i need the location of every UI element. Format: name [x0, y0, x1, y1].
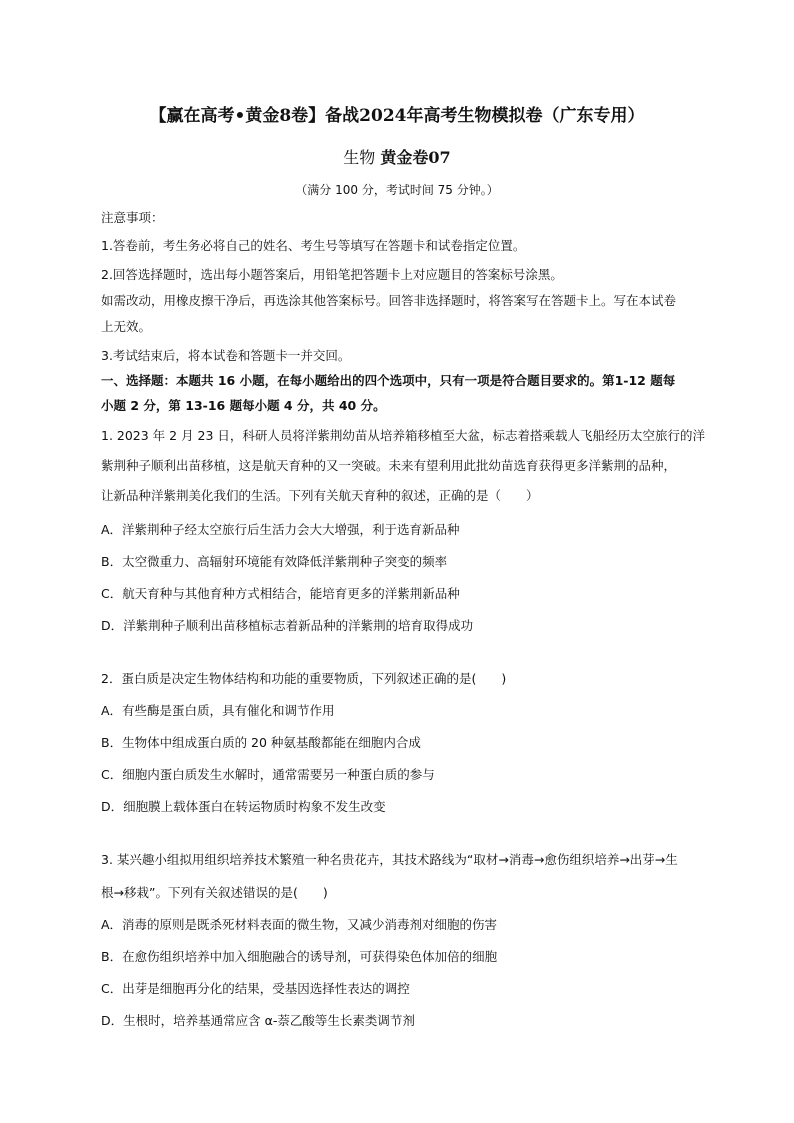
- option-c: C．细胞内蛋白质发生水解时，通常需要另一种蛋白质的参与: [101, 767, 435, 782]
- question-stem: 紫荆种子顺利出苗移植，这是航天育种的又一突破。未来有望利用此批幼苗选育获得更多洋紫荆的品种，: [101, 458, 677, 473]
- note-item: 1.答卷前，考生务必将自己的姓名、考生号等填写在答题卡和试卷指定位置。: [101, 238, 526, 253]
- score-info: （满分 100 分，考试时间 75 分钟。）: [295, 183, 499, 197]
- option-d: D．生根时，培养基通常应含 α-萘乙酸等生长素类调节剂: [101, 1013, 415, 1028]
- notes-heading: 注意事项：: [101, 210, 164, 225]
- note-item: 3.考试结束后，将本试卷和答题卡一并交回。: [101, 348, 351, 363]
- option-b: B．在愈伤组织培养中加入细胞融合的诱导剂，可获得染色体加倍的细胞: [101, 949, 498, 964]
- exam-title: 【赢在高考•黄金8卷】备战2024年高考生物模拟卷（广东专用）: [149, 106, 645, 126]
- note-item: 上无效。: [101, 319, 152, 334]
- paper-subtitle: [0, 147, 794, 169]
- question-stem: 根→移栽”。下列有关叙述错误的是( ): [101, 885, 328, 900]
- question-stem: 2．蛋白质是决定生物体结构和功能的重要物质，下列叙述正确的是( ): [101, 671, 507, 686]
- option-a: A．消毒的原则是既杀死材料表面的微生物，又减少消毒剂对细胞的伤害: [101, 917, 498, 932]
- option-b: B．太空微重力、高辐射环境能有效降低洋紫荆种子突变的频率: [101, 554, 448, 569]
- note-item: 如需改动，用橡皮擦干净后，再选涂其他答案标号。回答非选择题时，将答案写在答题卡上。写在本试卷: [101, 293, 677, 308]
- section-heading-cont: 小题 2 分，第 13-16 题每小题 4 分，共 40 分。: [101, 398, 386, 413]
- option-a: A．洋紫荆种子经太空旅行后生活力会大大增强，利于选育新品种: [101, 522, 460, 537]
- question-stem: 让新品种洋紫荆美化我们的生活。下列有关航天育种的叙述，正确的是（ ）: [101, 488, 539, 503]
- option-d: D．洋紫荆种子顺利出苗移植标志着新品种的洋紫荆的培育取得成功: [101, 618, 474, 633]
- note-item: 2.回答选择题时，选出每小题答案后，用铅笔把答题卡上对应题目的答案标号涂黑。: [101, 267, 563, 282]
- question-stem: 1. 2023 年 2 月 23 日，科研人员将洋紫荆幼苗从培养箱移植至大盆，标志着搭乘载人飞船经历太空旅行的洋: [101, 428, 705, 443]
- question-stem: 3. 某兴趣小组拟用组织培养技术繁殖一种名贵花卉，其技术路线为“取材→消毒→愈伤组织培养→出芽→生: [101, 852, 678, 867]
- option-d: D．细胞膜上载体蛋白在转运物质时构象不发生改变: [101, 799, 386, 814]
- option-c: C．航天育种与其他育种方式相结合，能培育更多的洋紫荆新品种: [101, 586, 460, 601]
- paper-name: 黄金卷07: [380, 148, 451, 167]
- section-heading: 一、选择题：本题共 16 小题，在每小题给出的四个选项中，只有一项是符合题目要求的。第1-12 题每: [101, 373, 676, 388]
- subject: 生物: [343, 148, 376, 167]
- option-a: A．有些酶是蛋白质，具有催化和调节作用: [101, 703, 335, 718]
- option-c: C．出芽是细胞再分化的结果，受基因选择性表达的调控: [101, 981, 410, 996]
- option-b: B．生物体中组成蛋白质的 20 种氨基酸都能在细胞内合成: [101, 735, 421, 750]
